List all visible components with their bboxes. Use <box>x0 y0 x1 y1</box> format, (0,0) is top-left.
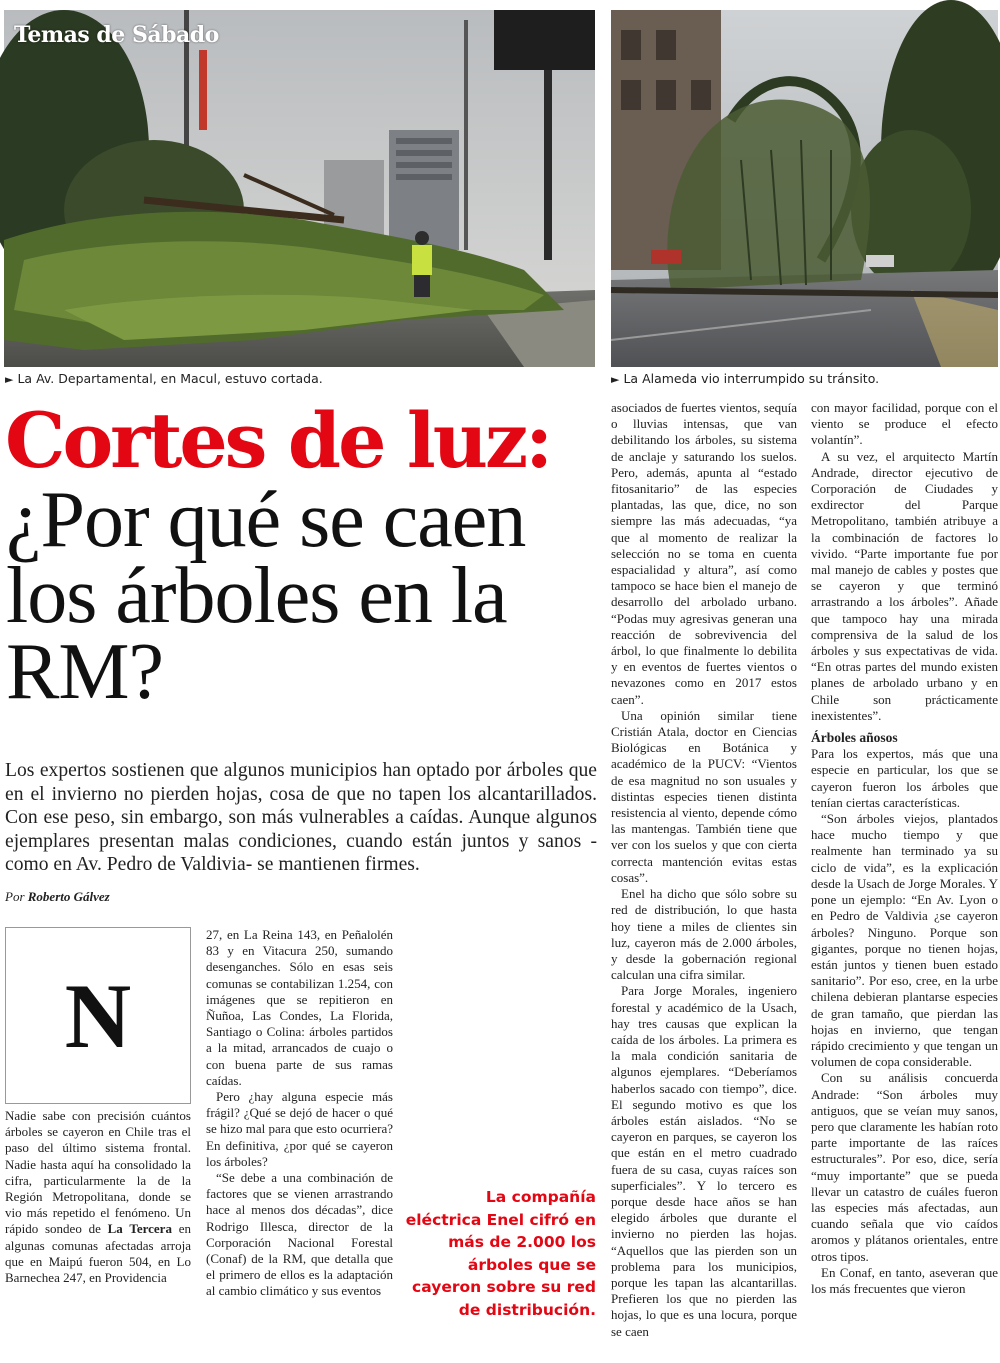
photo-caption-left <box>5 371 323 386</box>
article-column-4 <box>811 400 998 1300</box>
paragraph: A su vez, el arquitecto Martín Andrade, director ejecutivo de Corporación de Ciudades y exdirector del Parque Metropolitano, también atribuye a la combinación de factores lo vivido. “Parte importante fue por mal manejo de cables y postes que se cayeron y que terminó arrastrando a los árboles”. Añade que tampoco hay una mirada comprensiva de la salud de los árboles y sus expectativas de vida. “En otras partes del mundo existen planes de arbolado urbano y en Chile son prácticamente inexistentes”. <box>811 448 998 723</box>
drop-cap-box <box>5 927 191 1104</box>
article-column-3 <box>611 400 797 1339</box>
paragraph: “Son árboles viejos, plantados hace mucho tiempo y que realmente han terminado ya su ciclo de vida”, es la explicación desde la Usach de Jorge Morales. Y pone un ejemplo: “En Av. Lyon o en Pedro de Valdivia ¿se cayeron árboles? Ninguno. Porque son gigantes, porque no tienen hojas, están juntos y tienen buen estado sanitario”. Por eso, cree, en la urbe chilena debieran plantarse especies de gran tamaño, que pierdan las hojas en invierno, que tengan rápido crecimiento y que tengan un volumen de copa considerable. <box>811 811 998 1070</box>
paragraph: “Se debe a una combinación de factores que se vienen arrastrando hace al menos dos décadas”, dice Rodrigo Illesca, director de la Corporación Nacional Forestal (Conaf) de la RM, que detalla que el primero de ellos es la adaptación al cambio climático y sus eventos <box>206 1170 393 1299</box>
paragraph: En Conaf, en tanto, aseveran que los más frecuentes que vieron <box>811 1264 998 1296</box>
paragraph: Con su análisis concuerda Andrade: “Son árboles muy antiguos, que se veían muy sanos, pero que claramente les habían roto parte importante de las raíces estructurales”. Por eso, dice, sería “muy importante” que se pueda llevar un catastro de cuáles fueron las especies más afectadas, aun cuando señala que vio caídos aromos y plátanos orientales, entre otros tipos. <box>811 1070 998 1264</box>
paragraph: Para Jorge Morales, ingeniero forestal y académico de la Usach, hay tres causas que explican la caída de los árboles. La primera es la mala condición sanitaria de algunos ejemplares. “Deberíamos haberlos sacado con tiempo”, dice. El segundo motivo es que los árboles están aislados. “No se cayeron en parques, se cayeron los que están en el metro cuadrado fuera de su casa, cuyas raíces son superficiales”. Y lo tercero es porque desde hace años se han elegido árboles que durante el invierno no pierden las hojas. “Aquellos que las pierden son un problema para los municipios, porque les tapan las alcantarillas. Prefieren los que no pierden las hojas, lo que es una locura, porque se caen <box>611 983 797 1339</box>
pull-quote: La compañía eléctrica Enel cifró en más de 2.000 los árboles que se cayeron sobre su red de distribución. <box>405 1188 596 1319</box>
article-column-1 <box>5 1108 191 1298</box>
paragraph: Para los expertos, más que una especie en particular, los que se cayeron fueron los árboles que tenían ciertas características. <box>811 746 998 810</box>
article-column-2 <box>206 927 393 1299</box>
paragraph: Enel ha dicho que sólo sobre su red de distribución, lo que hasta hoy tiene a miles de clientes sin luz, cayeron más de 2.000 árboles, y desde la gobernación regional calculan una cifra similar. <box>611 886 797 983</box>
section-tag: Temas de Sábado <box>14 22 219 48</box>
text-span: en algunas comunas afectadas arroja que en Maipú fueron 504, en Lo Barnechea 247, en Providencia <box>5 1221 191 1286</box>
text-span: Nadie sabe con precisión cuántos árboles se cayeron en Chile tras el paso del último sistema frontal. Nadie hasta aquí ha consolidado la cifra, particularmente la de la Región Metropolitana, donde se vio más repetido el fenómeno. Un rápido sondeo de <box>5 1108 191 1237</box>
byline-author: Roberto Gálvez <box>27 889 110 904</box>
drop-cap-letter: N <box>64 964 132 1067</box>
paragraph: 27, en La Reina 143, en Peñalolén 83 y en Vitacura 250, sumando desenganches. Sólo en esas seis comunas se contabilizan 1.254, con imágenes que se repitieron en Ñuñoa, Las Condes, La Florida, Santiago o Colina: árboles partidos a la mitad, arrancados de cuajo o con buena parte de sus ramas caídas. <box>206 927 393 1088</box>
photo-caption-right <box>611 371 879 386</box>
newspaper-name: La Tercera <box>107 1221 172 1237</box>
paragraph <box>5 1108 191 1286</box>
headline-main: ¿Por qué se caen los árboles en la RM? <box>6 476 526 716</box>
caption-text: La Alameda vio interrumpido su tránsito. <box>623 371 880 386</box>
paragraph: asociados de fuertes vientos, sequía o lluvias intensas, que van debilitando los árboles, su sistema de anclaje y saturando los suelos. Pero, además, apunta al “estado fitosanitario” de las especies plantadas, las que, dice, no son siempre las más adecuadas, “ya que al momento de realizar la selección no se toma en cuenta espacialidad y altura”, así como tampoco se hace bien el manejo de desarrollo del arbolado urbano. “Podas muy agresivas generan una reacción de sobrevivencia del árbol, lo que finalmente lo debilita y en eventos de fuertes vientos o nevazones como en 2017 estos caen”. <box>611 400 797 707</box>
paragraph: Una opinión similar tiene Cristián Atala, doctor en Ciencias Biológicas en Botánica y académico de la PUCV: “Vientos de esa magnitud no son usuales y distintas especies tienen distinta resistencia al viento, depende cómo las mantengas. También tiene que ver con los suelos y que con cierta correcta mantención evitas estas cosas”. <box>611 707 797 885</box>
headline-kicker: Cortes de luz: <box>5 396 551 485</box>
byline-prefix: Por <box>5 889 25 904</box>
byline <box>5 889 110 905</box>
lede: Los expertos sostienen que algunos municipios han optado por árboles que en el invierno no pierden hojas, cosa de que no tapen los alcantarillados. Con ese peso, sin embargo, son más vulnerables a caídas. Aunque algunos ejemplares presentan malas condiciones, cuando están juntos y sanos -como en Av. Pedro de Valdivia- se mantienen firmes. <box>5 760 597 875</box>
subheading: Árboles añosos <box>811 730 898 746</box>
caption-text: La Av. Departamental, en Macul, estuvo cortada. <box>17 371 323 386</box>
caption-marker: ► <box>5 373 14 386</box>
paragraph: Pero ¿hay alguna especie más frágil? ¿Qué se dejó de hacer o qué se hizo mal para que esto ocurriera? En definitiva, ¿por qué se cayeron los árboles? <box>206 1089 393 1169</box>
paragraph: con mayor facilidad, porque con el viento se produce el efecto volantín”. <box>811 400 998 448</box>
photo-alameda <box>611 10 998 367</box>
caption-marker: ► <box>611 373 620 386</box>
photo-av-departamental <box>4 10 595 367</box>
